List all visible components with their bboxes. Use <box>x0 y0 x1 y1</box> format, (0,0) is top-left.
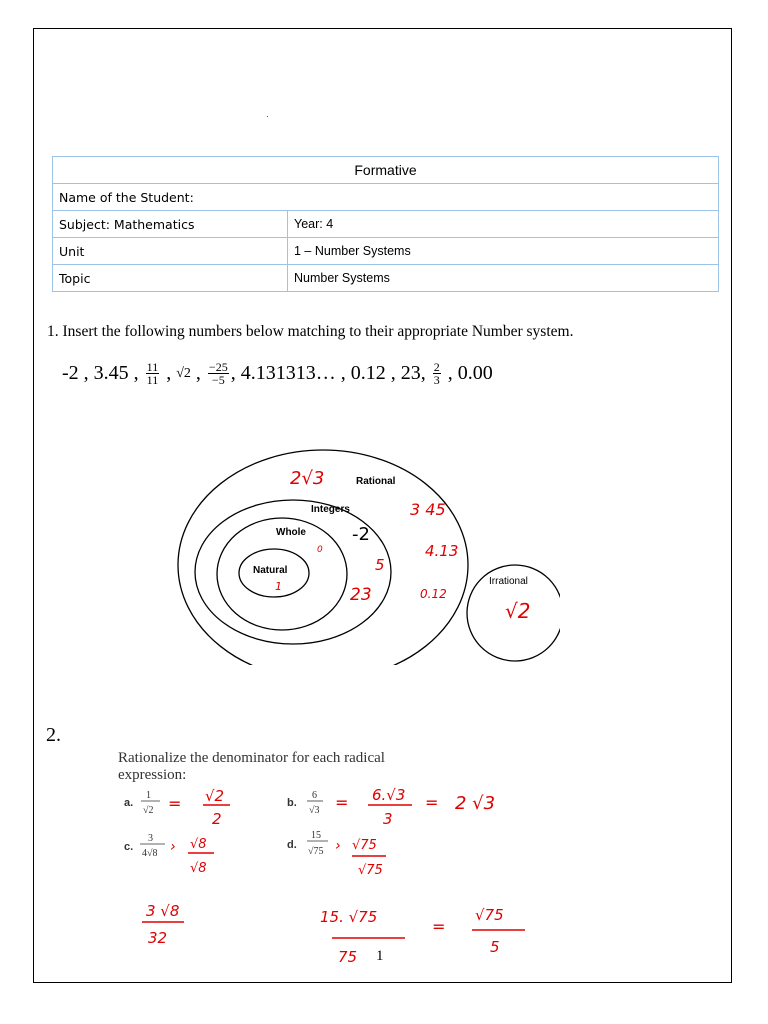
hw-c-denominator: √8 <box>190 861 207 876</box>
topic-value-cell: Number Systems <box>288 265 719 292</box>
part-a-denominator: √2 <box>143 805 154 816</box>
hw-equals: = <box>168 794 182 813</box>
part-b-denominator: √3 <box>309 805 320 816</box>
number-list-part: , <box>190 362 206 384</box>
fraction-denominator: 11 <box>146 373 159 387</box>
label-natural: Natural <box>253 565 288 576</box>
hw-minus2: -2 <box>352 524 370 545</box>
hw-d-numerator: √75 <box>352 838 377 853</box>
number-list-part: -2 , 3.45 , <box>62 362 144 384</box>
q2-instruction-line2: expression: <box>118 767 187 783</box>
unit-value-cell: 1 – Number Systems <box>288 238 719 265</box>
hw-arrow: › <box>335 838 341 854</box>
part-d-label: d. <box>287 839 297 851</box>
hw-b-denominator: 3 <box>383 810 393 828</box>
hw-1: 1 <box>275 580 282 593</box>
hw-5: 5 <box>375 556 385 574</box>
hw-012: 0.12 <box>420 587 447 601</box>
hw-sqrt2: √2 <box>505 599 531 623</box>
unit-label-cell: Unit <box>53 238 288 265</box>
part-a-numerator: 1 <box>146 790 151 801</box>
number-list-part: , 0.00 <box>442 362 493 384</box>
fraction-numerator: −25 <box>208 360 228 374</box>
label-whole: Whole <box>276 527 306 538</box>
hw-equals: = <box>432 917 446 936</box>
part-b-label: b. <box>287 797 297 809</box>
fraction-denominator: 3 <box>433 373 440 387</box>
part-d-denominator: √75 <box>308 846 324 857</box>
part-c-denominator: 4√8 <box>142 848 158 859</box>
hw-d3-numerator: √75 <box>475 906 504 924</box>
part-c-numerator: 3 <box>148 833 153 844</box>
label-irrational: Irrational <box>489 576 528 587</box>
hw-b-result: 2 √3 <box>455 793 496 814</box>
hw-2root3: 2√3 <box>290 468 325 489</box>
part-a-label: a. <box>124 797 134 809</box>
student-name-field: Name of the Student: <box>53 184 719 211</box>
question-2-number: 2. <box>46 724 61 746</box>
table-title: Formative <box>53 157 719 184</box>
label-integers: Integers <box>311 504 350 515</box>
topic-label-cell: Topic <box>53 265 288 292</box>
number-list-part: , <box>161 362 177 384</box>
part-b-numerator: 6 <box>312 790 317 801</box>
fraction-numerator: 11 <box>146 360 159 374</box>
page-number: 1 <box>376 948 384 964</box>
fraction-denominator: −5 <box>211 373 225 387</box>
subject-cell: Subject: Mathematics <box>53 211 288 238</box>
year-cell: Year: 4 <box>288 211 719 238</box>
sqrt-2: √2 <box>176 365 191 381</box>
fraction-numerator: 2 <box>433 360 440 374</box>
label-rational: Rational <box>356 476 396 487</box>
part-d-numerator: 15 <box>311 830 321 841</box>
hw-b-numerator: 6.√3 <box>372 786 406 804</box>
hw-a-numerator: √2 <box>205 787 225 805</box>
hw-23: 23 <box>350 585 372 605</box>
hw-d2-denominator: 75 <box>338 948 358 966</box>
part-c-label: c. <box>124 841 134 853</box>
hw-equals: = <box>425 793 439 812</box>
hw-345: 3 45 <box>410 500 446 519</box>
q2-instruction-line1: Rationalize the denominator for each radical <box>118 750 385 766</box>
hw-0: 0 <box>317 545 323 555</box>
hw-a-denominator: 2 <box>212 810 222 828</box>
hw-c2-numerator: 3 √8 <box>146 902 180 920</box>
number-list-part: , 4.131313… , 0.12 , 23, <box>230 362 431 384</box>
hw-d2-numerator: 15. √75 <box>320 908 378 926</box>
hw-c-numerator: √8 <box>190 837 207 852</box>
hw-d-denominator: √75 <box>358 863 383 878</box>
question-1-text: 1. Insert the following numbers below matching to their appropriate Number system. <box>47 323 574 340</box>
hw-c2-denominator: 32 <box>148 929 168 947</box>
hw-equals: = <box>335 793 349 812</box>
hw-d3-denominator: 5 <box>490 938 500 956</box>
hw-4-13: 4.13 <box>425 542 459 560</box>
hw-arrow: › <box>170 839 176 855</box>
